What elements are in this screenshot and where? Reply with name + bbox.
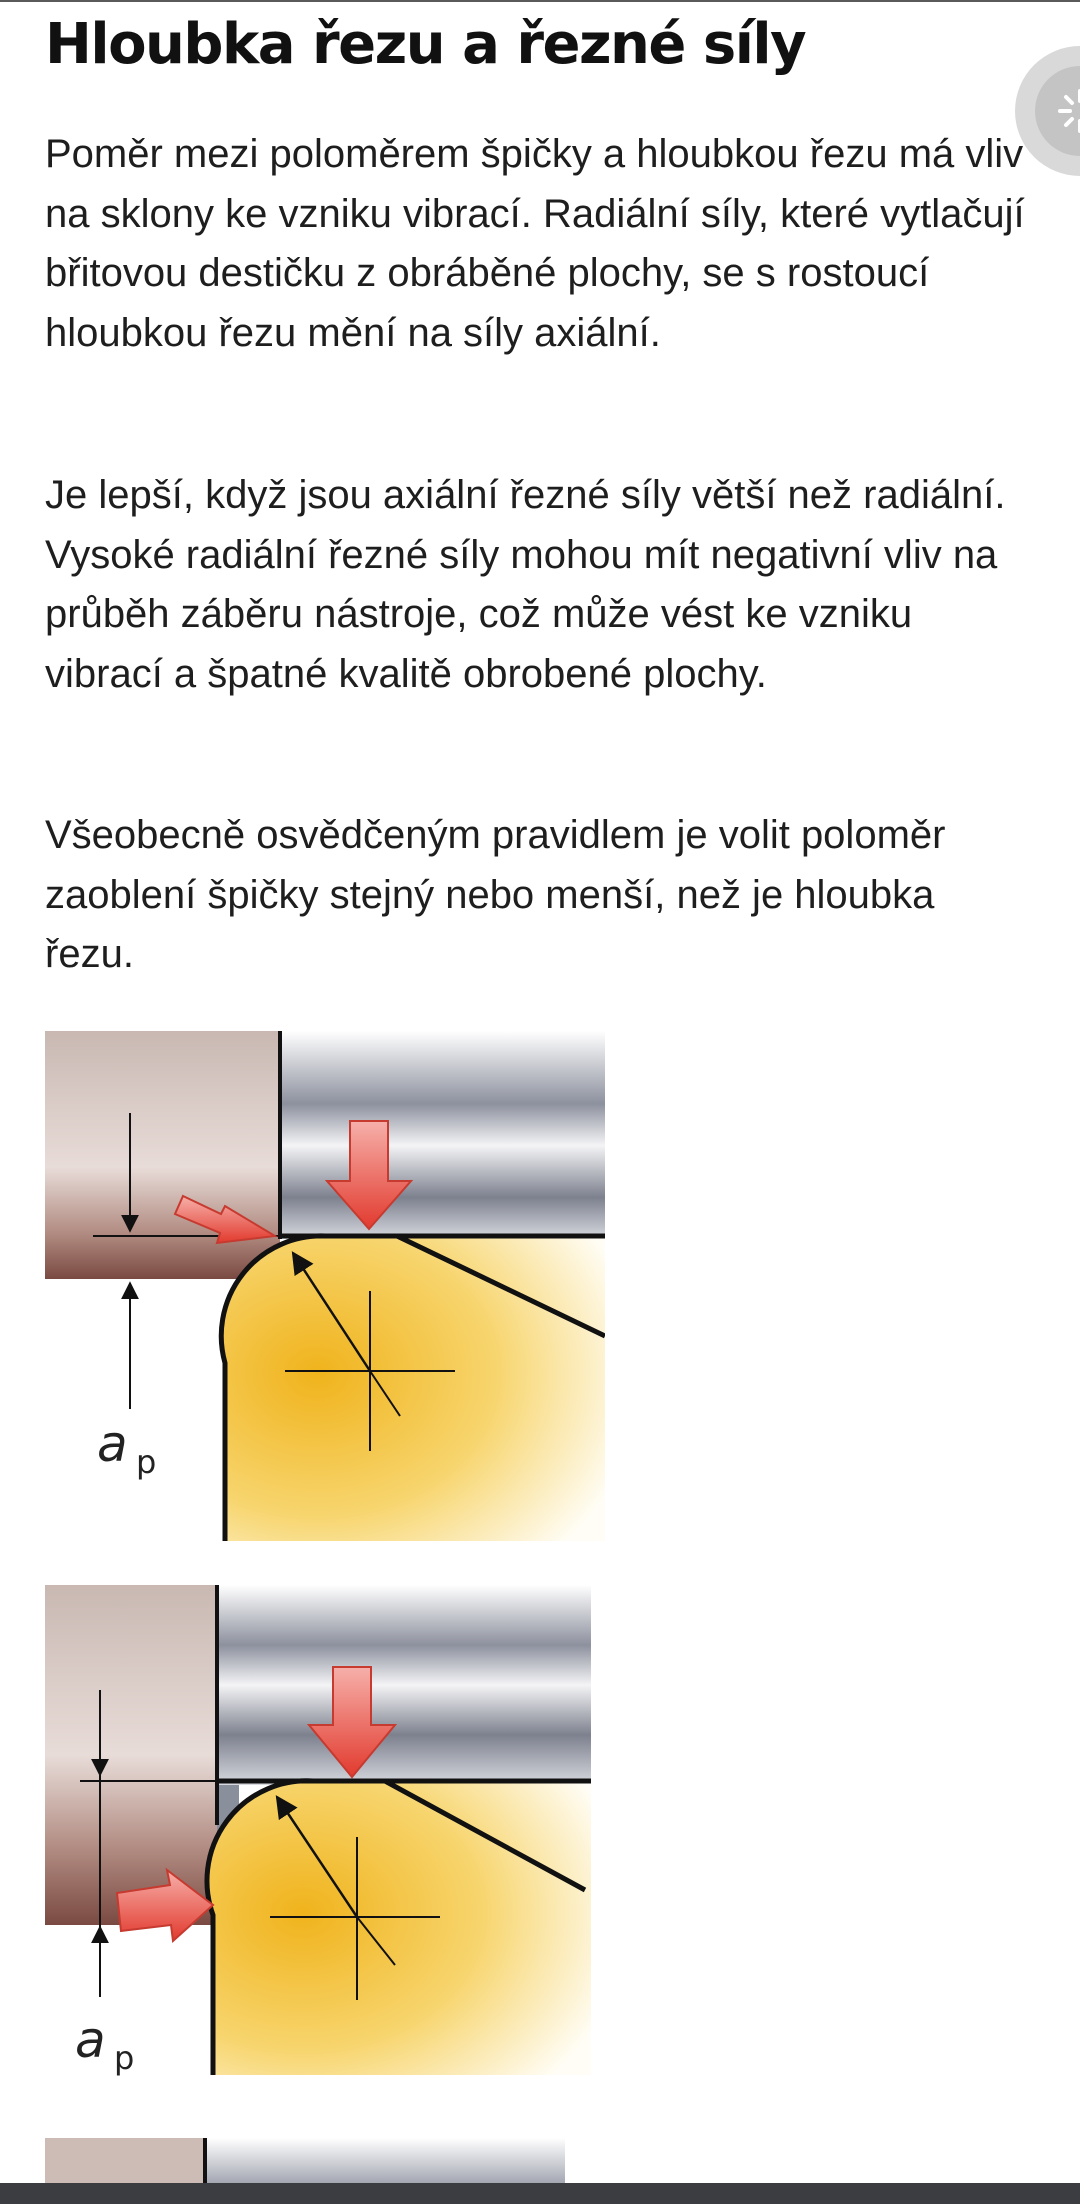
depth-label-subscript: p bbox=[136, 1443, 157, 1481]
paragraph: Všeobecně osvědčeným pravidlem je volit poloměr zaoblení špičky stejný nebo menší, než je hloubka řezu. bbox=[45, 813, 946, 976]
workpiece-block bbox=[45, 2138, 205, 2188]
tool-holder bbox=[205, 2138, 565, 2188]
cutting-depth-diagram-partial bbox=[45, 2138, 565, 2188]
workpiece-block bbox=[45, 1585, 217, 1925]
sparkle-icon bbox=[1035, 66, 1080, 156]
depth-label: a bbox=[97, 1415, 128, 1473]
page-title: Hloubka řezu a řezné síly bbox=[45, 12, 806, 77]
depth-label-subscript: p bbox=[114, 2039, 135, 2077]
paragraph: Poměr mezi poloměrem špičky a hloubkou řezu má vliv na sklony ke vzniku vibrací. Radiální síly, které vytlačují břitovou destičku z obráběné plochy, se s rostoucí hloubkou řezu mění na síly axiální. bbox=[45, 132, 1025, 355]
tool-holder bbox=[280, 1031, 605, 1239]
tool-holder bbox=[217, 1585, 591, 1785]
cutting-depth-diagram-deep bbox=[45, 1585, 591, 2085]
paragraph: Je lepší, když jsou axiální řezné síly větší než radiální. Vysoké radiální řezné síly mohou mít negativní vliv na průběh záběru nástroje, což může vést ke vzniku vibrací a špatné kvalitě obrobené plochy. bbox=[45, 473, 1006, 696]
workpiece-block bbox=[45, 1031, 280, 1279]
top-divider bbox=[0, 0, 1080, 2]
depth-label: a bbox=[75, 2011, 106, 2069]
cutting-depth-diagram-shallow bbox=[45, 1031, 605, 1541]
bottom-navigation-bar bbox=[0, 2183, 1080, 2204]
cutting-insert bbox=[207, 1781, 591, 2075]
cutting-insert bbox=[221, 1236, 605, 1541]
